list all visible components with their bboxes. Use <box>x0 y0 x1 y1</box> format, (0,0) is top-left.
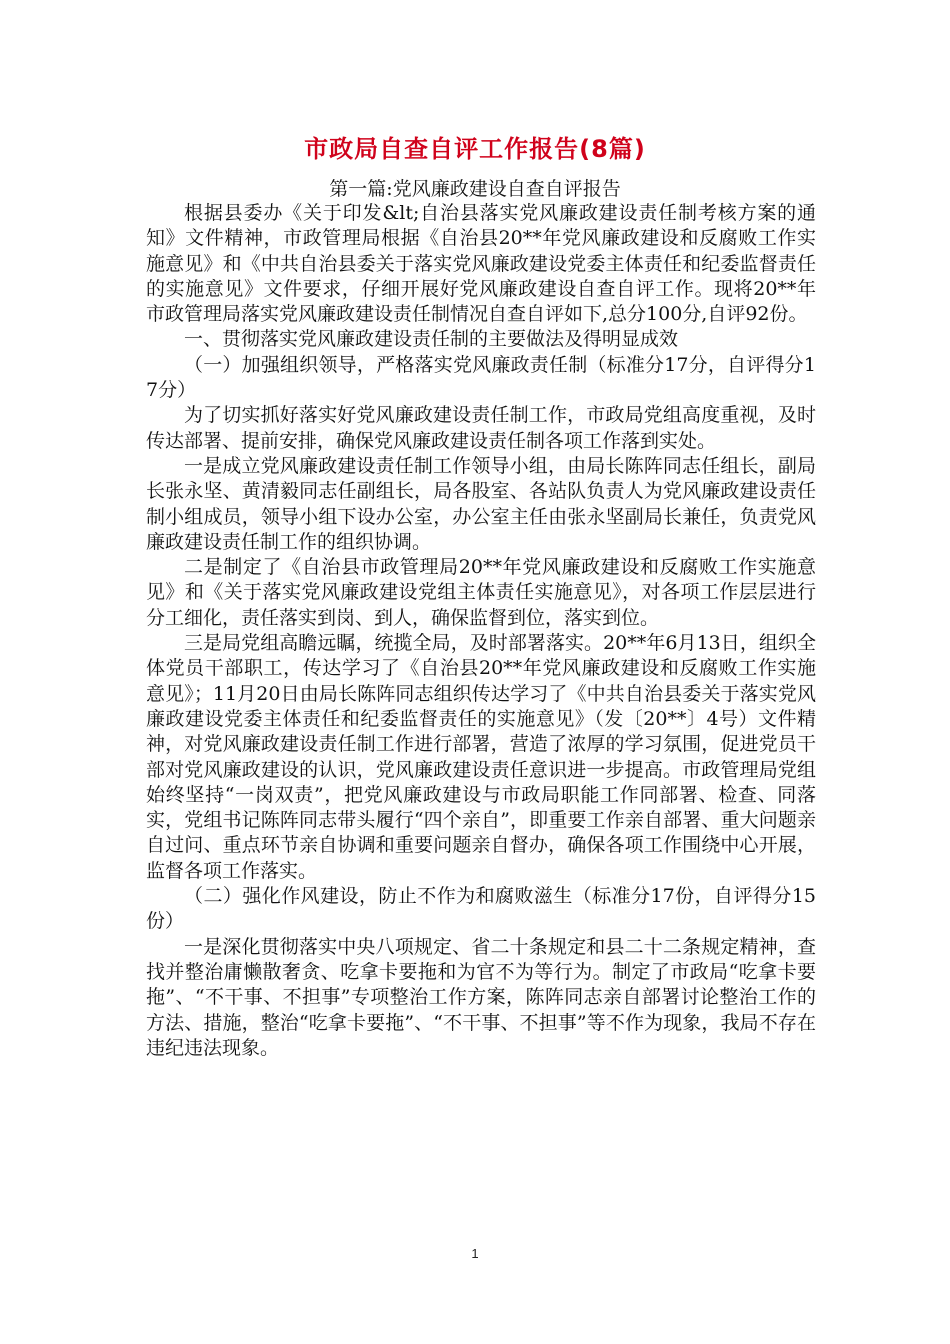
section-heading-1: 一、贯彻落实党风廉政建设责任制的主要做法及得明显成效 <box>184 328 679 351</box>
paragraph: 三是局党组高瞻远瞩，统揽全局，及时部署落实。20**年6月13日，组织全体党员干部职工，传达学习了《自治县20**年党风廉政建设和反腐败工作实施意见》；11月20日由局长陈阵同志组织传达学习了《中共自治县委关于落实党风廉政建设党委主体责任和纪委监督责任的实施意见》（发〔20**〕4号）文件精神，对党风廉政建设责任制工作进行部署，营造了浓厚的学习氛围，促进党员干部对党风廉政建设的认识，党风廉政建设责任意识进一步提高。市政管理局党组始终坚持“一岗双责”，把党风廉政建设与市政局职能工作同部署、检查、同落实，党组书记陈阵同志带头履行“四个亲自”，即重要工作亲自部署、重大问题亲自过问、重点环节亲自协调和重要问题亲自督办，确保各项工作围绕中心开展，监督各项工作落实。 <box>146 632 816 882</box>
paragraph: 为了切实抓好落实好党风廉政建设责任制工作，市政局党组高度重视，及时传达部署、提前安排，确保党风廉政建设责任制各项工作落到实处。 <box>146 404 816 452</box>
document-title: 市政局自查自评工作报告(8篇) <box>304 135 646 163</box>
page-number: 1 <box>471 1246 479 1261</box>
paragraph: 一是成立党风廉政建设责任制工作领导小组，由局长陈阵同志任组长，副局长张永坚、黄清毅同志任副组长，局各股室、各站队负责人为党风廉政建设责任制小组成员，领导小组下设办公室，办公室主任由张永坚副局长兼任，负责党风廉政建设责任制工作的组织协调。 <box>146 454 816 553</box>
subsection-heading-2: （二）强化作风建设，防止不作为和腐败滋生（标准分17份，自评得分15份） <box>146 885 816 933</box>
document-body <box>146 201 816 1061</box>
document-subtitle: 第一篇:党风廉政建设自查自评报告 <box>329 178 621 200</box>
paragraph: 二是制定了《自治县市政管理局20**年党风廉政建设和反腐败工作实施意见》和《关于落实党风廉政建设党组主体责任实施意见》，对各项工作层层进行分工细化，责任落实到岗、到人，确保监督到位，落实到位。 <box>146 556 816 629</box>
paragraph-intro: 根据县委办《关于印发&lt;自治县落实党风廉政建设责任制考核方案的通知》文件精神，市政管理局根据《自治县20**年党风廉政建设和反腐败工作实施意见》和《中共自治县委关于落实党风廉政建设党委主体责任和纪委监督责任的实施意见》文件要求，仔细开展好党风廉政建设自查自评工作。现将20**年市政管理局落实党风廉政建设责任制情况自查自评如下,总分100分,自评92份。 <box>146 202 816 326</box>
paragraph: 一是深化贯彻落实中央八项规定、省二十条规定和县二十二条规定精神，查找并整治庸懒散奢贪、吃拿卡要拖和为官不为等行为。制定了市政局“吃拿卡要拖”、“不干事、不担事”专项整治工作方案，陈阵同志亲自部署讨论整治工作的方法、措施，整治“吃拿卡要拖”、“不干事、不担事”等不作为现象，我局不存在违纪违法现象。 <box>146 935 816 1059</box>
subsection-heading-1: （一）加强组织领导，严格落实党风廉政责任制（标准分17分，自评得分17分） <box>146 353 816 402</box>
